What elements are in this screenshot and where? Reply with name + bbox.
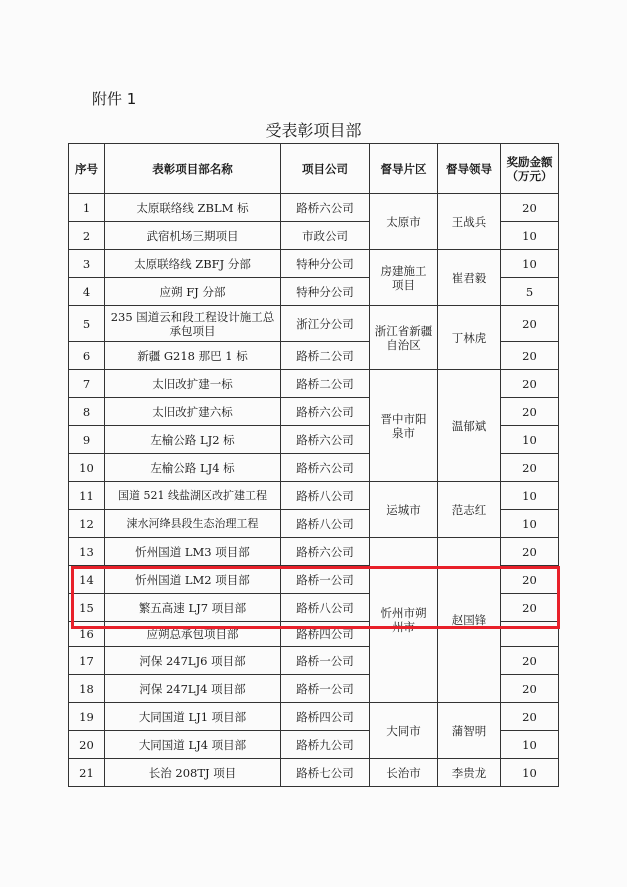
row-name: 235 国道云和段工程设计施工总承包项目: [105, 306, 281, 342]
row-company: 路桥七公司: [281, 759, 370, 787]
row-no: 9: [69, 426, 105, 454]
row-name: 太原联络线 ZBFJ 分部: [105, 250, 281, 278]
row-name: 长治 208TJ 项目: [105, 759, 281, 787]
row-name: 应朔 FJ 分部: [105, 278, 281, 306]
row-company: 路桥一公司: [281, 675, 370, 703]
region-cell: 长治市: [370, 759, 438, 787]
leader-cell: 范志红: [438, 482, 501, 538]
row-company: 路桥四公司: [281, 622, 370, 647]
row-award: 20: [501, 194, 559, 222]
header-leader: 督导领导: [438, 144, 501, 194]
header-award-line2: （万元）: [506, 168, 553, 183]
row-name: 太旧改扩建六标: [105, 398, 281, 426]
table-header-row: [69, 144, 559, 194]
row-no: 12: [69, 510, 105, 538]
row-company: 路桥九公司: [281, 731, 370, 759]
region-cell: 大同市: [370, 703, 438, 759]
row-award: 10: [501, 510, 559, 538]
row-company: 路桥八公司: [281, 482, 370, 510]
row-award: 10: [501, 731, 559, 759]
table-row: [69, 194, 559, 222]
header-award: [501, 144, 559, 194]
row-award: 5: [501, 278, 559, 306]
row-no: 14: [69, 566, 105, 594]
header-no: 序号: [69, 144, 105, 194]
row-company: 路桥八公司: [281, 594, 370, 622]
row-award: 20: [501, 566, 559, 594]
row-no: 6: [69, 342, 105, 370]
region-cell: 太原市: [370, 194, 438, 250]
row-award: 10: [501, 482, 559, 510]
table-row: [69, 538, 559, 566]
row-award: 10: [501, 426, 559, 454]
row-company: 路桥六公司: [281, 426, 370, 454]
row-award: 20: [501, 398, 559, 426]
row-award: 20: [501, 342, 559, 370]
leader-cell: 蒲智明: [438, 703, 501, 759]
row-name: 大同国道 LJ4 项目部: [105, 731, 281, 759]
row-award: 10: [501, 759, 559, 787]
row-no: 21: [69, 759, 105, 787]
region-cell: 房建施工项目: [370, 250, 438, 306]
row-name: 繁五高速 LJ7 项目部: [105, 594, 281, 622]
row-name: 大同国道 LJ1 项目部: [105, 703, 281, 731]
row-award: 20: [501, 703, 559, 731]
table-row: [69, 250, 559, 278]
row-award: 10: [501, 250, 559, 278]
row-company: 特种分公司: [281, 278, 370, 306]
header-region: 督导片区: [370, 144, 438, 194]
row-name: 新疆 G218 那巴 1 标: [105, 342, 281, 370]
row-no: 11: [69, 482, 105, 510]
row-name: 国道 521 线盐湖区改扩建工程: [105, 482, 281, 510]
row-award: 20: [501, 647, 559, 675]
row-name: 武宿机场三期项目: [105, 222, 281, 250]
leader-cell: 温郁斌: [438, 370, 501, 482]
row-no: 8: [69, 398, 105, 426]
table-row: [69, 370, 559, 398]
row-award: [501, 622, 559, 647]
row-name: 忻州国道 LM2 项目部: [105, 566, 281, 594]
row-no: 7: [69, 370, 105, 398]
row-company: 路桥二公司: [281, 370, 370, 398]
header-award-line1: 奖励金额: [506, 154, 553, 169]
row-no: 17: [69, 647, 105, 675]
awards-table: [68, 143, 559, 787]
region-cell: 运城市: [370, 482, 438, 538]
table-row: [69, 759, 559, 787]
row-name: 河保 247LJ4 项目部: [105, 675, 281, 703]
table-row: [69, 482, 559, 510]
table-title: 受表彰项目部: [265, 121, 362, 140]
row-no: 5: [69, 306, 105, 342]
row-company: 路桥一公司: [281, 566, 370, 594]
leader-cell: 赵国锋: [438, 538, 501, 703]
row-name: 左榆公路 LJ4 标: [105, 454, 281, 482]
row-award: 20: [501, 675, 559, 703]
row-award: 20: [501, 306, 559, 342]
row-company: 路桥八公司: [281, 510, 370, 538]
row-no: 3: [69, 250, 105, 278]
leader-cell: 崔君毅: [438, 250, 501, 306]
row-company: 路桥六公司: [281, 454, 370, 482]
row-award: 20: [501, 594, 559, 622]
row-company: 路桥一公司: [281, 647, 370, 675]
region-cell: 晋中市阳泉市: [370, 370, 438, 482]
row-company: 特种分公司: [281, 250, 370, 278]
row-name: 太原联络线 ZBLM 标: [105, 194, 281, 222]
row-no: 13: [69, 538, 105, 566]
row-company: 路桥六公司: [281, 538, 370, 566]
row-no: 20: [69, 731, 105, 759]
row-company: 路桥六公司: [281, 194, 370, 222]
row-award: 10: [501, 222, 559, 250]
row-no: 10: [69, 454, 105, 482]
row-name: 太旧改扩建一标: [105, 370, 281, 398]
row-no: 2: [69, 222, 105, 250]
region-cell: 忻州市朔州市: [370, 538, 438, 703]
row-award: 20: [501, 454, 559, 482]
row-name: 忻州国道 LM3 项目部: [105, 538, 281, 566]
row-company: 路桥四公司: [281, 703, 370, 731]
row-company: 浙江分公司: [281, 306, 370, 342]
attachment-label: 附件 1: [92, 90, 137, 108]
table-row: [69, 703, 559, 731]
row-name: 应朔总承包项目部: [105, 622, 281, 647]
region-cell: 浙江省新疆自治区: [370, 306, 438, 370]
header-company: 项目公司: [281, 144, 370, 194]
leader-cell: 丁林虎: [438, 306, 501, 370]
row-name: 左榆公路 LJ2 标: [105, 426, 281, 454]
row-no: 1: [69, 194, 105, 222]
table-row: [69, 306, 559, 342]
leader-cell: 王战兵: [438, 194, 501, 250]
row-no: 16: [69, 622, 105, 647]
row-no: 15: [69, 594, 105, 622]
row-name: 涑水河绛县段生态治理工程: [105, 510, 281, 538]
row-no: 4: [69, 278, 105, 306]
row-no: 19: [69, 703, 105, 731]
header-name: 表彰项目部名称: [105, 144, 281, 194]
row-company: 市政公司: [281, 222, 370, 250]
row-name: 河保 247LJ6 项目部: [105, 647, 281, 675]
row-company: 路桥六公司: [281, 398, 370, 426]
row-award: 20: [501, 538, 559, 566]
row-award: 20: [501, 370, 559, 398]
row-no: 18: [69, 675, 105, 703]
row-company: 路桥二公司: [281, 342, 370, 370]
leader-cell: 李贵龙: [438, 759, 501, 787]
